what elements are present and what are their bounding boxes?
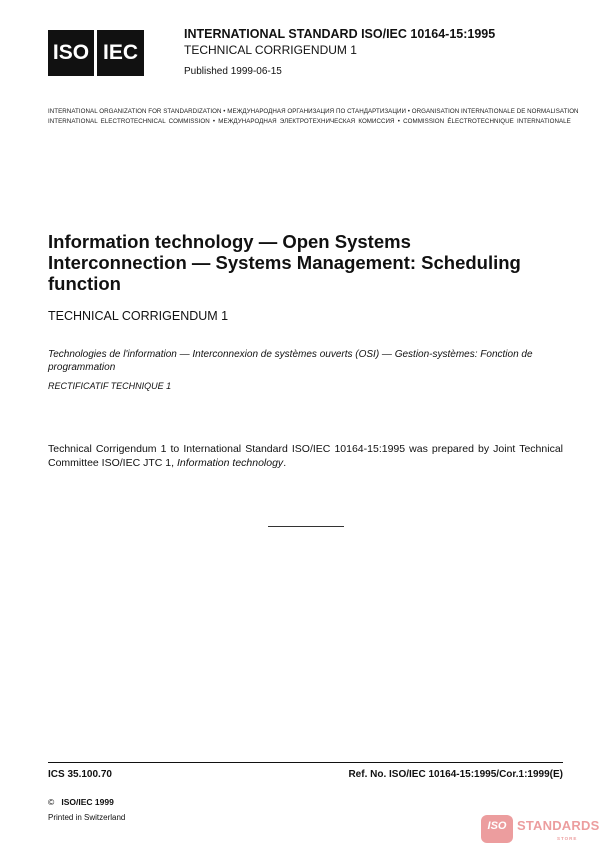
organization-line-iso: INTERNATIONAL ORGANIZATION FOR STANDARDIZATION • МЕЖДУНАРОДНАЯ ОРГАНИЗАЦИЯ ПО СТАНДАРТИЗАЦИИ • ORGANISATION INTERNATIONALE DE NORMALISATION xyxy=(48,108,579,115)
standard-title: INTERNATIONAL STANDARD ISO/IEC 10164-15:1995 xyxy=(184,27,496,41)
document-title xyxy=(48,231,558,294)
iso-iec-logo xyxy=(48,30,144,76)
french-title xyxy=(48,348,568,374)
copyright-notice xyxy=(48,797,114,807)
body-line xyxy=(48,456,563,470)
watermark-word: STANDARDS xyxy=(517,818,600,833)
standards-store-watermark xyxy=(481,813,600,845)
separator-line xyxy=(268,526,344,527)
watermark-badge-text: ISO xyxy=(487,820,507,832)
corrigendum-label: TECHNICAL CORRIGENDUM 1 xyxy=(48,309,229,323)
title-line: Information technology — Open Systems xyxy=(48,231,411,252)
organization-line-iec: INTERNATIONAL ELECTROTECHNICAL COMMISSION • МЕЖДУНАРОДНАЯ ЭЛЕКТРОТЕХНИЧЕСКАЯ КОМИССИЯ • COMMISSION ÉLECTROTECHNIQUE INTERNATIONALE xyxy=(48,118,571,125)
standard-subtitle: TECHNICAL CORRIGENDUM 1 xyxy=(184,43,357,57)
reference-number: Ref. No. ISO/IEC 10164-15:1995/Cor.1:1999(E) xyxy=(348,769,563,780)
french-corrigendum-label: RECTIFICATIF TECHNIQUE 1 xyxy=(48,381,172,391)
body-line-suffix: . xyxy=(283,457,287,469)
ics-code: ICS 35.100.70 xyxy=(48,769,112,780)
footer-rule xyxy=(48,762,563,763)
body-line: Technical Corrigendum 1 to International Standard ISO/IEC 10164-15:1995 was prepared by Joint Technical xyxy=(48,443,563,455)
body-line-prefix: Committee ISO/IEC JTC 1, xyxy=(48,457,177,469)
iso-logo: ISO xyxy=(48,30,94,76)
copyright-icon: © xyxy=(48,797,55,807)
body-line-italic: Information technology xyxy=(176,457,284,469)
watermark-small: STORE xyxy=(557,836,578,841)
copyright-text: ISO/IEC 1999 xyxy=(61,797,114,807)
title-line: Interconnection — Systems Management: Scheduling xyxy=(48,252,521,273)
french-title-line: Technologies de l'information — Interconnexion de systèmes ouverts (OSI) — Gestion-systèmes: Fonction de xyxy=(48,349,533,360)
french-title-line: programmation xyxy=(48,362,116,373)
printed-location: Printed in Switzerland xyxy=(48,813,126,822)
iec-logo: IEC xyxy=(97,30,144,76)
body-paragraph xyxy=(48,442,563,470)
published-date: Published 1999-06-15 xyxy=(184,66,282,77)
title-line: function xyxy=(48,273,121,294)
